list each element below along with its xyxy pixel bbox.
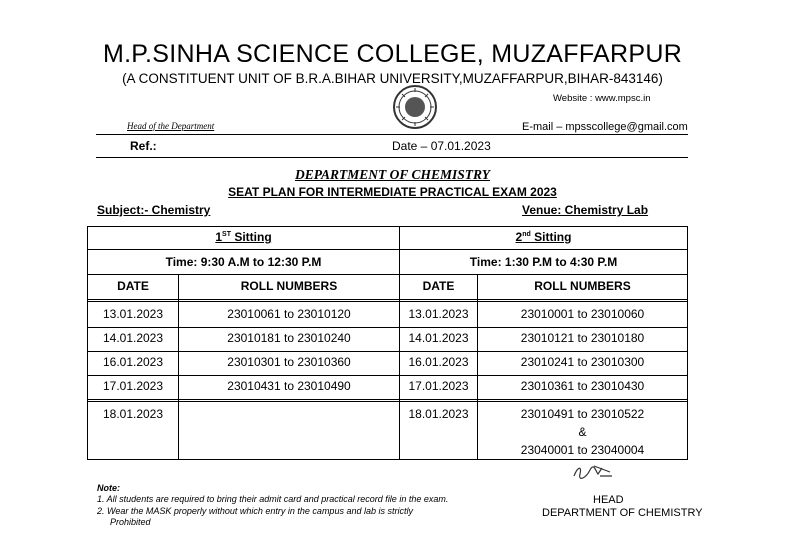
sitting2-roll-ampersand: & <box>578 425 587 439</box>
note-heading: Note: <box>97 483 120 493</box>
sitting2-date: 13.01.2023 <box>408 307 469 321</box>
signature-department: DEPARTMENT OF CHEMISTRY <box>542 507 703 519</box>
venue-label: Venue: Chemistry Lab <box>522 203 649 217</box>
sitting1-roll-range: 23010181 to 23010240 <box>227 331 351 345</box>
college-affiliation: (A CONSTITUENT UNIT OF B.R.A.BIHAR UNIVERSITY,MUZAFFARPUR,BIHAR-843146) <box>122 71 663 86</box>
sitting2-date: 16.01.2023 <box>408 355 469 369</box>
sitting2-date: 14.01.2023 <box>408 331 469 345</box>
date-column-header: DATE <box>422 279 455 293</box>
subject-label: Subject:- Chemistry <box>97 203 211 217</box>
second-sitting-time: Time: 1:30 P.M to 4:30 P.M <box>469 255 618 269</box>
note-item: 1. All students are required to bring their admit card and practical record file in the exam. <box>97 494 449 504</box>
signature-icon <box>572 462 614 482</box>
first-sitting-time: Time: 9:30 A.M to 12:30 P.M <box>165 255 322 269</box>
sitting1-roll-range: 23010301 to 23010360 <box>227 355 351 369</box>
header-divider <box>96 134 688 135</box>
college-seal-icon <box>392 84 438 130</box>
roll-numbers-column-header: ROLL NUMBERS <box>240 279 338 293</box>
head-of-department-label: Head of the Department <box>127 121 215 131</box>
note-item: 2. Wear the MASK properly without which entry in the campus and lab is strictly <box>97 506 413 516</box>
seat-plan-title: SEAT PLAN FOR INTERMEDIATE PRACTICAL EXAM 2023 <box>228 185 557 199</box>
note-item: Prohibited <box>110 517 151 527</box>
ref-divider <box>96 157 688 158</box>
reference-label: Ref.: <box>130 139 157 153</box>
sitting2-roll-range: 23010001 to 23010060 <box>520 307 645 321</box>
sitting2-roll-range: 23010491 to 23010522 <box>520 407 645 421</box>
department-title: DEPARTMENT OF CHEMISTRY <box>294 167 491 182</box>
table-border <box>87 249 688 250</box>
college-email: E-mail – mpsscollege@gmail.com <box>522 121 688 133</box>
sitting1-date: 18.01.2023 <box>102 407 164 421</box>
sitting1-date: 17.01.2023 <box>102 379 164 393</box>
sitting2-roll-range: 23010361 to 23010430 <box>520 379 645 393</box>
first-sitting-header: 1ST Sitting <box>215 230 272 244</box>
table-border <box>87 226 688 227</box>
sitting2-roll-range: 23010241 to 23010300 <box>520 355 645 369</box>
second-sitting-header: 2nd Sitting <box>515 230 572 244</box>
table-border <box>687 226 688 460</box>
sitting2-date: 17.01.2023 <box>408 379 469 393</box>
college-name: M.P.SINHA SCIENCE COLLEGE, MUZAFFARPUR <box>102 40 683 68</box>
sitting1-roll-range: 23010431 to 23010490 <box>227 379 351 393</box>
letter-date: Date – 07.01.2023 <box>392 139 491 153</box>
date-column-header: DATE <box>117 279 149 293</box>
sitting1-date: 13.01.2023 <box>102 307 164 321</box>
roll-numbers-column-header: ROLL NUMBERS <box>534 279 631 293</box>
sitting1-date: 14.01.2023 <box>102 331 164 345</box>
signature-head: HEAD <box>593 494 624 506</box>
sitting2-roll-range-extra: 23040001 to 23040004 <box>520 443 645 457</box>
sitting1-roll-range: 23010061 to 23010120 <box>227 307 351 321</box>
sitting1-date: 16.01.2023 <box>102 355 164 369</box>
sitting2-date: 18.01.2023 <box>408 407 469 421</box>
sitting2-roll-range: 23010121 to 23010180 <box>520 331 645 345</box>
college-website: Website : www.mpsc.in <box>553 93 651 104</box>
